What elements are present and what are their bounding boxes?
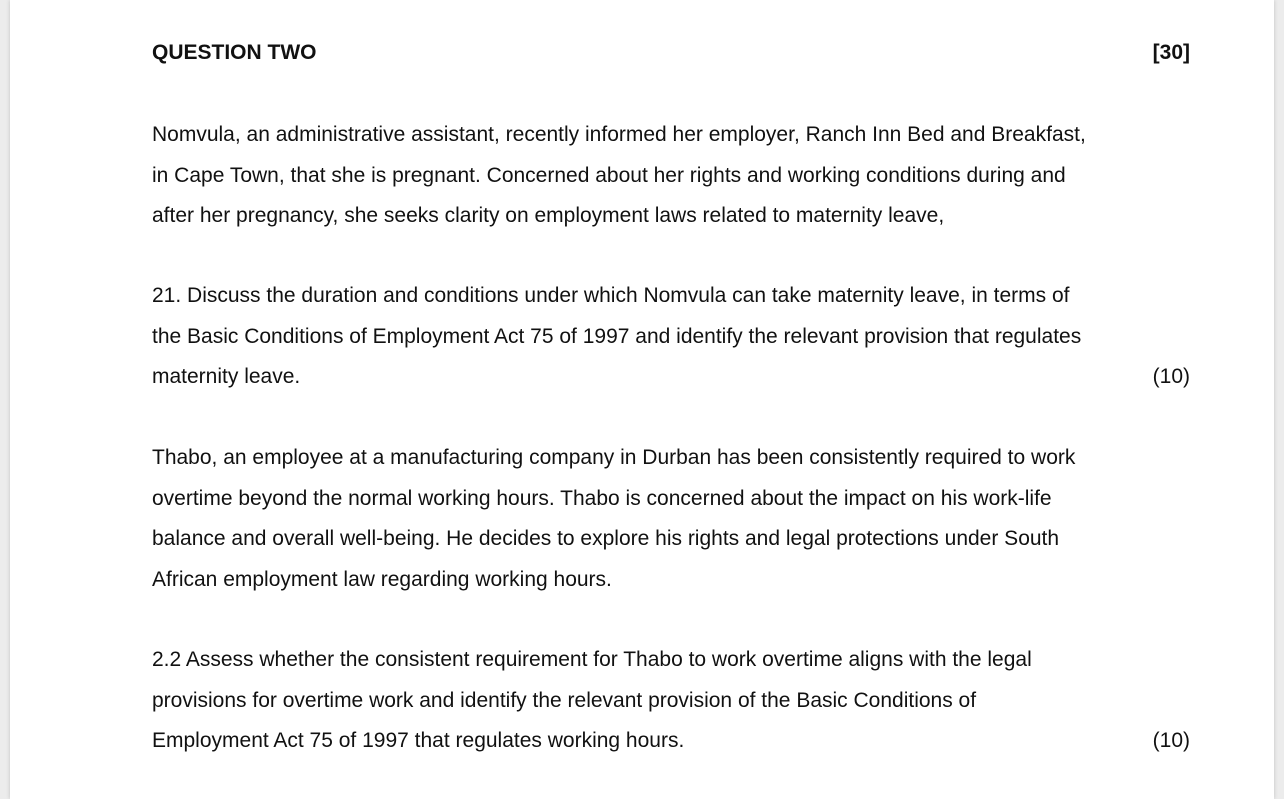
text-line-with-marks [152,357,1190,398]
text-line: provisions for overtime work and identify the relevant provision of the Basic Conditions of [152,688,977,712]
text-line: African employment law regarding working hours. [152,567,612,591]
scenario-nomvula [152,115,1190,237]
text-line: 21. Discuss the duration and conditions under which Nomvula can take maternity leave, in terms of [152,284,1070,307]
text-line-with-marks [152,721,1190,762]
text-line: 2.2 Assess whether the consistent requirement for Thabo to work overtime aligns with the legal [152,648,1032,671]
question-2-1 [152,276,1190,398]
question-marks: (10) [1152,365,1190,388]
text-line: Nomvula, an administrative assistant, recently informed her employer, Ranch Inn Bed and Breakfast, [152,123,1086,146]
text-line: maternity leave. [152,365,301,388]
question-marks: (10) [1152,729,1190,752]
question-2-2 [152,640,1190,762]
document-page [10,0,1274,799]
text-line: Employment Act 75 of 1997 that regulates working hours. [152,729,685,752]
text-line: Thabo, an employee at a manufacturing company in Durban has been consistently required to work [152,446,1076,469]
question-heading [152,41,1190,69]
question-total-marks: [30] [1152,41,1190,64]
text-line: the Basic Conditions of Employment Act 75 of 1997 and identify the relevant provision that regulates [152,324,1082,348]
text-line: overtime beyond the normal working hours. Thabo is concerned about the impact on his work-life [152,486,1052,510]
question-title: QUESTION TWO [152,41,317,64]
scenario-thabo [152,438,1190,600]
text-line: after her pregnancy, she seeks clarity on employment laws related to maternity leave, [152,204,945,227]
text-line: balance and overall well-being. He decides to explore his rights and legal protections under South [152,527,1060,550]
text-line: in Cape Town, that she is pregnant. Concerned about her rights and working conditions during and [152,163,1066,187]
